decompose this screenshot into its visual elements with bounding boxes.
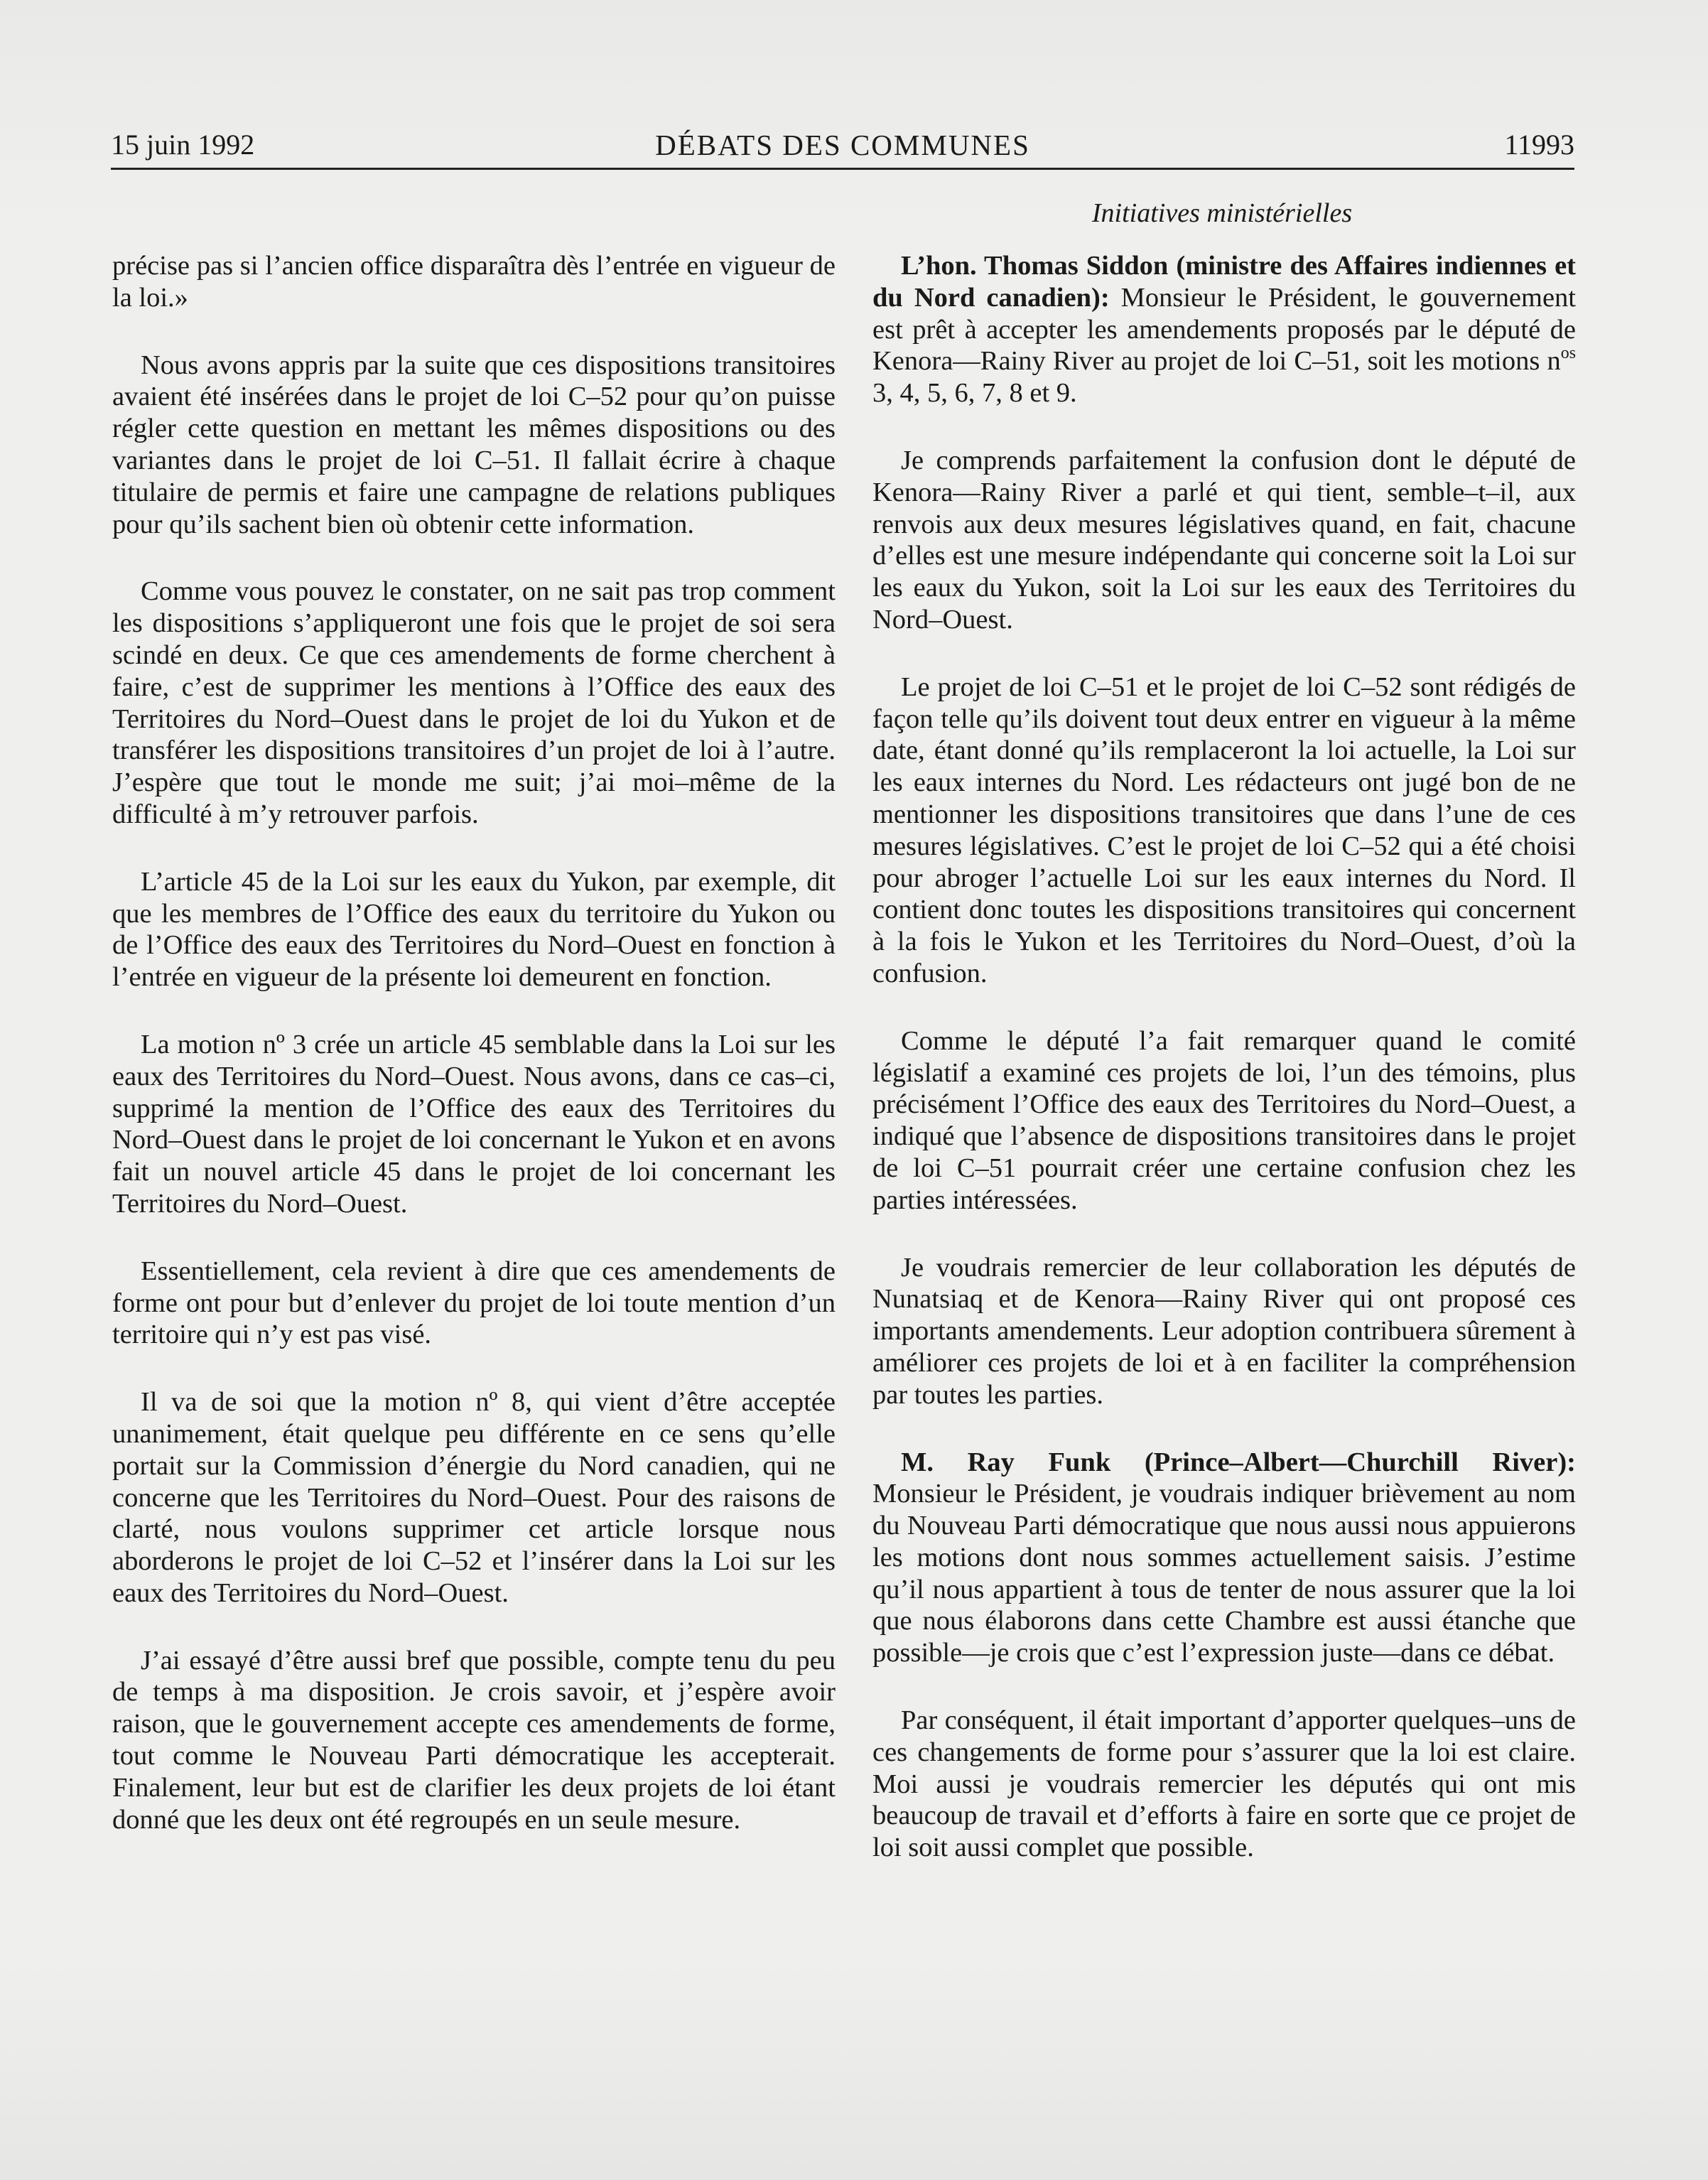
paragraph: Je comprends parfaitement la confusion dont le député de Kenora—Rainy River a parlé et qui tient, semble–t–il, aux renvois aux deux mesures législatives quand, en fait, chacune d’elles est une mesure indépendante qui concerne soit la Loi sur les eaux du Yukon, soit la Loi sur les eaux des Territoires du Nord–Ouest. <box>872 445 1576 635</box>
header-date: 15 juin 1992 <box>111 129 255 161</box>
paragraph: Essentiellement, cela revient à dire que ces amendements de forme ont pour but d’enlever du projet de loi toute mention d’un territoire qui n’y est pas visé. <box>112 1256 836 1350</box>
paragraph: Le projet de loi C–51 et le projet de loi C–52 sont rédigés de façon telle qu’ils doivent tout deux entrer en vigueur à la même date, étant donné qu’ils remplaceront la loi actuelle, la Loi sur les eaux internes du Nord. Les rédacteurs ont jugé bon de ne mentionner les dispositions transitoires que dans l’une de ces mesures législatives. C’est le projet de loi C–52 qui a été choisi pour abroger l’actuelle Loi sur les eaux internes du Nord. Il contient donc toutes les dispositions transitoires qui concernent à la fois le Yukon et les Territoires du Nord–Ouest, d’où la confusion. <box>872 671 1576 988</box>
page-header <box>111 122 1574 170</box>
paragraph: La motion nº 3 crée un article 45 semblable dans la Loi sur les eaux des Territoires du Nord–Ouest. Nous avons, dans ce cas–ci, supprimé la mention de l’Office des eaux des Territoires du Nord–Ouest dans le projet de loi concernant le Yukon et en avons fait un nouvel article 45 dans le projet de loi concernant les Territoires du Nord–Ouest. <box>112 1029 836 1219</box>
speaker-name: L’hon. Thomas Siddon (ministre des Affaires indiennes et du Nord canadien): <box>872 251 1576 313</box>
paragraph: précise pas si l’ancien office disparaîtra dès l’entrée en vigueur de la loi.» <box>112 251 836 313</box>
speech-paragraph <box>872 250 1576 409</box>
speech-text: 3, 4, 5, 6, 7, 8 et 9. <box>872 378 1077 409</box>
speech-text: Monsieur le Président, le gouvernement est prêt à accepter les amendements proposés par le député de Kenora—Rainy River au projet de loi C–51, soit les motions n <box>872 282 1576 377</box>
paragraph: J’ai essayé d’être aussi bref que possible, compte tenu du peu de temps à ma disposition. Je crois savoir, et j’espère avoir raison, que le gouvernement accepte ces amendements de forme, tout comme le Nouveau Parti démocratique les accepterait. Finalement, leur but est de clarifier les deux projets de loi étant donné que les deux ont été regroupés en un seule mesure. <box>112 1645 836 1835</box>
left-column <box>112 250 836 1871</box>
paragraph: Je voudrais remercier de leur collaboration les députés de Nunatsiaq et de Kenora—Rainy River qui ont proposé ces importants amendements. Leur adoption contribuera sûrement à améliorer ces projets de loi et à en faciliter la compréhension par toutes les parties. <box>872 1252 1576 1410</box>
superscript: os <box>1560 344 1576 363</box>
speech-paragraph <box>872 1447 1576 1670</box>
paragraph: Il va de soi que la motion nº 8, qui vient d’être acceptée unanimement, était quelque peu différente en ce sens qu’elle portait sur la Commission d’énergie du Nord canadien, qui ne concerne que les Territoires du Nord–Ouest. Pour des raisons de clarté, nous voulons supprimer cet article lorsque nous aborderons le projet de loi C–52 et l’insérer dans la Loi sur les eaux des Territoires du Nord–Ouest. <box>112 1387 836 1608</box>
paragraph: Nous avons appris par la suite que ces dispositions transitoires avaient été insérées dans le projet de loi C–52 pour qu’on puisse régler cette question en mettant les mêmes dispositions ou des variantes dans le projet de loi C–51. Il fallait écrire à chaque titulaire de permis et faire une campagne de relations publiques pour qu’ils sachent bien où obtenir cette information. <box>112 350 836 539</box>
paragraph: L’article 45 de la Loi sur les eaux du Yukon, par exemple, dit que les membres de l’Office des eaux du territoire du Yukon ou de l’Office des eaux des Territoires du Nord–Ouest en fonction à l’entrée en vigueur de la présente loi demeurent en fonction. <box>112 866 836 993</box>
paragraph: Comme vous pouvez le constater, on ne sait pas trop comment les dispositions s’appliqueront une fois que le projet de soi sera scindé en deux. Ce que ces amendements de forme cherchent à faire, c’est de supprimer les mentions à l’Office des eaux des Territoires du Nord–Ouest dans le projet de loi du Yukon et de transférer les dispositions transitoires d’un projet de loi à l’autre. J’espère que tout le monde me suit; j’ai moi–même de la difficulté à m’y retrouver parfois. <box>112 576 836 829</box>
speaker-name: M. Ray Funk (Prince–Albert—Churchill River): <box>901 1447 1576 1477</box>
speech-text: Monsieur le Président, je voudrais indiquer brièvement au nom du Nouveau Parti démocratique que nous aussi nous appuierons les motions dont nous sommes actuellement saisis. J’estime qu’il nous appartient à tous de tenter de nous assurer que la loi que nous élaborons dans cette Chambre est aussi étanche que possible—je crois que c’est l’expression juste—dans ce débat. <box>872 1479 1576 1668</box>
paragraph: Par conséquent, il était important d’apporter quelques–uns de ces changements de forme pour s’assurer que la loi est claire. Moi aussi je voudrais remercier les députés qui ont mis beaucoup de travail et d’efforts à faire en sorte que ce projet de loi soit aussi complet que possible. <box>872 1705 1576 1863</box>
page-number: 11993 <box>1504 129 1574 161</box>
right-column <box>872 250 1576 1899</box>
section-title: Initiatives ministérielles <box>1091 198 1353 228</box>
paragraph: Comme le député l’a fait remarquer quand le comité législatif a examiné ces projets de loi, l’un des témoins, plus précisément l’Office des eaux des Territoires du Nord–Ouest, a indiqué que l’absence de dispositions transitoires dans le projet de loi C–51 pourrait créer une certaine confusion chez les parties intéressées. <box>872 1025 1576 1215</box>
publication-title: DÉBATS DES COMMUNES <box>655 129 1030 161</box>
